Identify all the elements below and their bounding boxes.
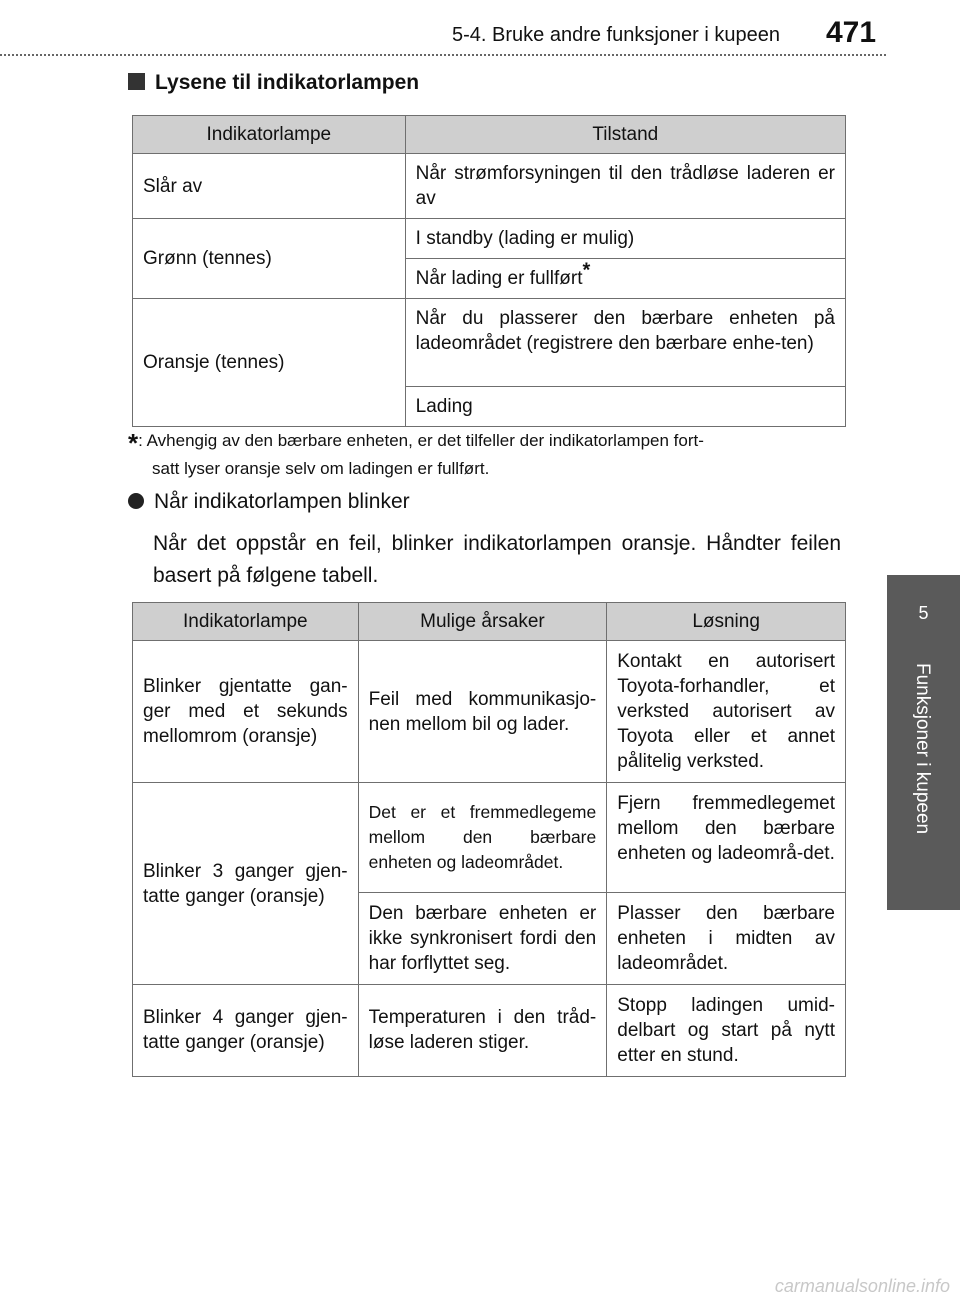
table-cell-lamp: Blinker 3 ganger gjen-tatte ganger (oransje) [133, 783, 359, 985]
table-row [133, 985, 846, 1077]
footnote [128, 428, 848, 482]
table-row [133, 641, 846, 783]
table-row [133, 154, 846, 219]
footnote-line-2: satt lyser oransje selv om ladingen er fullført. [152, 459, 490, 478]
table-cell-lamp: Oransje (tennes) [133, 299, 406, 427]
table-header-cell: Mulige årsaker [358, 603, 607, 641]
side-tab-label: Funksjoner i kupeen [912, 663, 933, 835]
state-text: Når lading er fullført [415, 268, 583, 289]
table-cell-state: Når strømforsyningen til den trådløse laderen er av [405, 154, 845, 219]
table-cell-lamp: Slår av [133, 154, 406, 219]
blink-troubleshooting-table [132, 602, 846, 1077]
section-heading-text: Lysene til indikatorlampen [155, 71, 420, 94]
table-header-cell: Tilstand [405, 116, 845, 154]
table-cell-solution: Kontakt en autorisert Toyota-forhandler, et verksted autorisert av Toyota eller et annet pålitelig verksted. [607, 641, 846, 783]
table-row [133, 219, 846, 259]
side-tab-number: 5 [918, 603, 929, 623]
footnote-line-1: : Avhengig av den bærbare enheten, er det tilfeller der indikatorlampen fort- [138, 431, 704, 450]
table-header-row [133, 603, 846, 641]
footnote-marker: * [582, 259, 591, 282]
table-cell-state: Lading [405, 387, 845, 427]
table-header-cell: Løsning [607, 603, 846, 641]
footnote-star: * [128, 428, 139, 458]
table-cell-lamp: Grønn (tennes) [133, 219, 406, 299]
table-cell-cause: Temperaturen i den tråd-løse laderen stiger. [358, 985, 607, 1077]
circle-bullet-icon [128, 493, 144, 509]
table-cell-cause: Feil med kommunikasjo-nen mellom bil og lader. [358, 641, 607, 783]
section-heading [128, 71, 419, 95]
table-cell-state: I standby (lading er mulig) [405, 219, 845, 259]
table-cell-state [405, 259, 845, 299]
bullet-heading-text: Når indikatorlampen blinker [154, 490, 410, 513]
table-cell-solution: Stopp ladingen umid-delbart og start på nytt etter en stund. [607, 985, 846, 1077]
table-cell-state: Når du plasserer den bærbare enheten på ladeområdet (registrere den bærbare enhe-ten) [405, 299, 845, 387]
table-cell-solution: Plasser den bærbare enheten i midten av ladeområdet. [607, 893, 846, 985]
table-cell-lamp: Blinker 4 ganger gjen-tatte ganger (oransje) [133, 985, 359, 1077]
page-number: 471 [826, 16, 877, 49]
side-tab [887, 575, 960, 910]
indicator-lamp-table [132, 115, 846, 427]
header-rule [0, 54, 886, 56]
table-cell-cause: Den bærbare enheten er ikke synkronisert fordi den har forflyttet seg. [358, 893, 607, 985]
table-cell-solution: Fjern fremmedlegemet mellom den bærbare enheten og ladeområ-det. [607, 783, 846, 893]
table-cell-lamp: Blinker gjentatte gan-ger med et sekunds mellomrom (oransje) [133, 641, 359, 783]
watermark: carmanualsonline.info [774, 1276, 950, 1296]
table-header-cell: Indikatorlampe [133, 603, 359, 641]
table-row [133, 299, 846, 387]
header-title: 5-4. Bruke andre funksjoner i kupeen [452, 24, 780, 46]
table-header-cell: Indikatorlampe [133, 116, 406, 154]
bullet-heading [128, 490, 410, 514]
table-row [133, 783, 846, 893]
table-cell-cause: Det er et fremmedlegeme mellom den bærbare enheten og ladeområdet. [358, 783, 607, 893]
body-paragraph: Når det oppstår en feil, blinker indikatorlampen oransje. Håndter feilen basert på følgene tabell. [153, 532, 841, 587]
table-header-row [133, 116, 846, 154]
square-bullet-icon [128, 73, 145, 90]
